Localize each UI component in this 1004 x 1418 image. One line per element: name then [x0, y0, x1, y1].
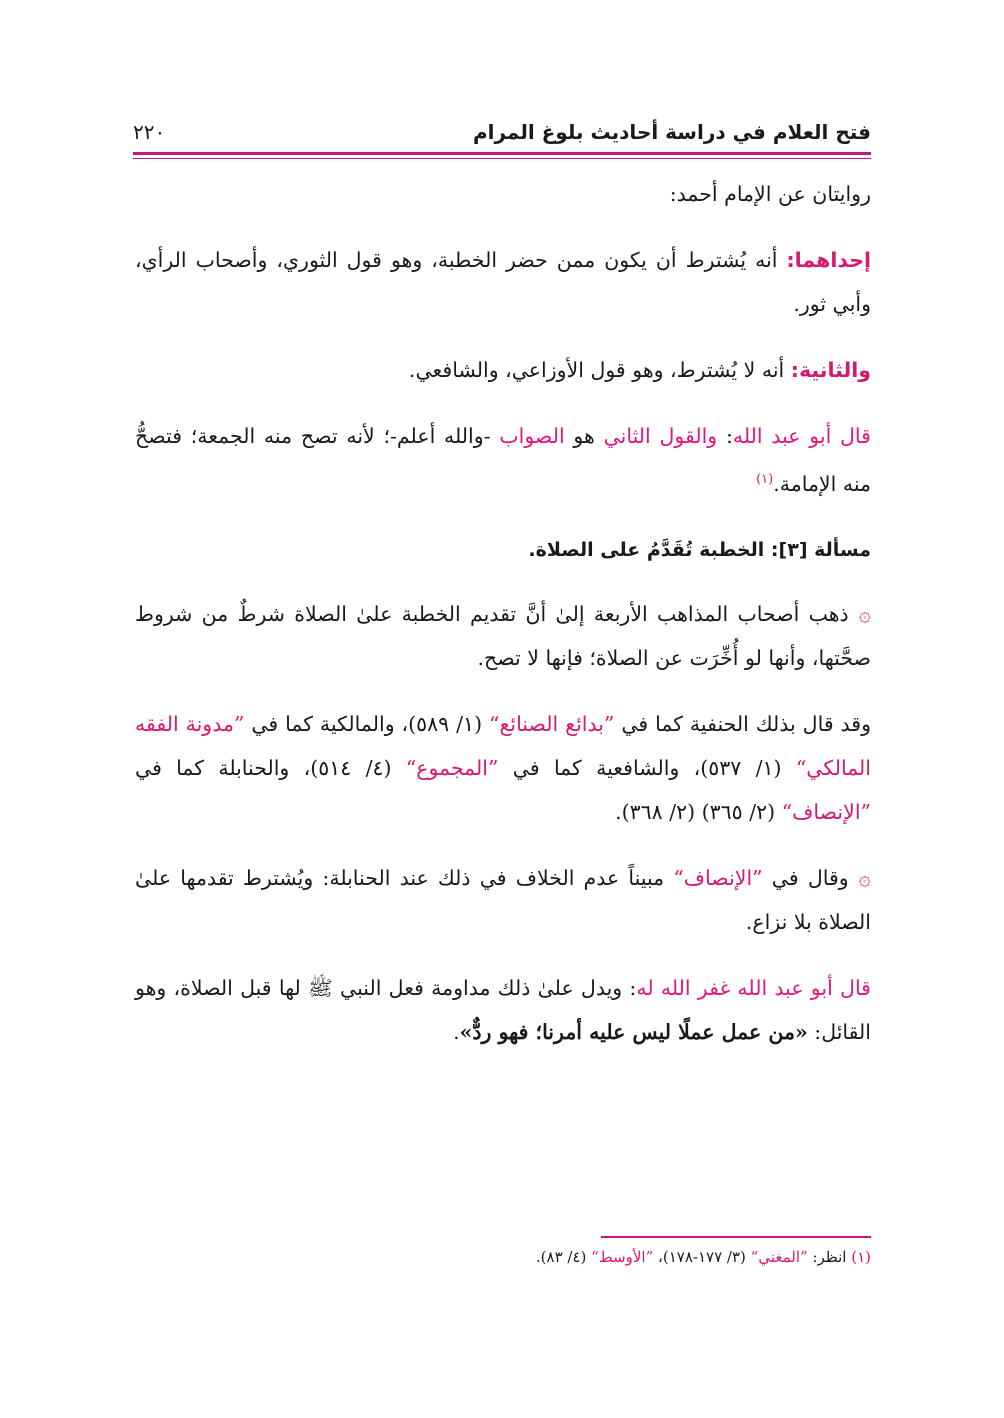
- page-number: ٢٢٠: [133, 120, 166, 144]
- first-label: إحداهما:: [786, 248, 871, 272]
- paragraph-second-narration: [135, 348, 871, 392]
- footnote-reference[interactable]: (١): [756, 472, 774, 487]
- paragraph-first-narration: [135, 238, 871, 326]
- phrase-correct: الصواب: [499, 424, 565, 448]
- footnote: [135, 1244, 871, 1270]
- flower-ornament-icon: ۞: [858, 601, 871, 626]
- ref-majmu: ”المجموع“: [405, 755, 499, 780]
- footnote-text-3: (٤/ ٨٣).: [535, 1248, 592, 1266]
- opinion-text: -والله أعلم-؛ لأنه تصح منه الجمعة؛ فتصحُّ منه الإمامة.: [135, 424, 871, 496]
- header-rule-thick: [133, 152, 871, 155]
- four-schools-text: ذهب أصحاب المذاهب الأربعة إلىٰ أنَّ تقديم الخطبة علىٰ الصلاة شرطٌ من شروط صحَّتها، وأنها لو أُخِّرَت عن الصلاة؛ فإنها لا تصح.: [135, 601, 871, 670]
- ref-text-5: (٢/ ٣٦٥) (٢/ ٣٦٨).: [615, 799, 782, 824]
- header-rule-thin: [133, 158, 871, 159]
- ref-insaf: ”الإنصاف“: [781, 799, 871, 824]
- insaf-text-1: وقال في: [762, 865, 849, 890]
- ref-text-1: وقد قال بذلك الحنفية كما في: [614, 711, 871, 736]
- ref-insaf-2: ”الإنصاف“: [673, 865, 763, 890]
- author-attribution: قال أبو عبد الله: [732, 424, 871, 448]
- footnote-mark: (١): [851, 1248, 871, 1266]
- hadith-quote: «من عمل عملًا ليس عليه أمرنا؛ فهو ردٌّ»: [459, 1019, 808, 1044]
- paragraph-four-schools: [135, 592, 871, 680]
- colon: :: [717, 424, 733, 448]
- first-text: أنه يُشترط أن يكون ممن حضر الخطبة، وهو قول الثوري، وأصحاب الرأي، وأبي ثور.: [135, 248, 871, 316]
- paragraph-evidence: [135, 966, 871, 1054]
- footnote-text-1: انظر:: [807, 1248, 847, 1266]
- mid-text: هو: [564, 424, 604, 448]
- heading-title: الخطبة تُقَدَّمُ على الصلاة.: [528, 538, 771, 561]
- evidence-text: : ويدل علىٰ ذلك مداومة فعل النبي ﷺ لها قبل الصلاة، وهو القائل:: [135, 975, 871, 1044]
- ref-text-4: (٤/ ٥١٤)، والحنابلة كما في: [135, 755, 406, 780]
- insaf-text-2: مبيناً عدم الخلاف في ذلك عند الحنابلة: ويُشترط تقدمها علىٰ الصلاة بلا نزاع.: [135, 865, 871, 934]
- author-attribution-2: قال أبو عبد الله غفر الله له: [636, 975, 871, 1000]
- second-text: أنه لا يُشترط، وهو قول الأوزاعي، والشافعي.: [408, 358, 791, 382]
- phrase-second-opinion: والقول الثاني: [603, 424, 718, 448]
- page-body: [135, 172, 871, 1076]
- paragraph-insaf: [135, 856, 871, 944]
- section-heading: [135, 528, 871, 572]
- ref-mudawwana: ”مدونة الفقه المالكي“: [135, 711, 871, 780]
- book-title: فتح العلام في دراسة أحاديث بلوغ المرام: [472, 120, 871, 144]
- paragraph-author-opinion: [135, 414, 871, 506]
- footnote-ref-mughni: ”المغني“: [750, 1248, 808, 1266]
- footnote-text-2: (٣/ ١٧٧-١٧٨)،: [653, 1248, 751, 1266]
- footnote-ref-awsat: ”الأوسط“: [591, 1248, 654, 1266]
- paragraph-references: [135, 702, 871, 834]
- ref-text-3: (١/ ٥٣٧)، والشافعية كما في: [498, 755, 796, 780]
- ref-text-2: (١/ ٥٨٩)، والمالكية كما في: [244, 711, 489, 736]
- evidence-end: .: [453, 1019, 460, 1044]
- page-header: [133, 120, 871, 154]
- ref-badai: ”بدائع الصنائع“: [488, 711, 615, 736]
- heading-prefix: مسألة [٣]:: [770, 538, 871, 561]
- flower-ornament-icon: ۞: [858, 865, 871, 890]
- footnote-rule: [601, 1236, 871, 1238]
- second-label: والثانية:: [790, 358, 871, 382]
- paragraph-intro: روايتان عن الإمام أحمد:: [669, 182, 871, 206]
